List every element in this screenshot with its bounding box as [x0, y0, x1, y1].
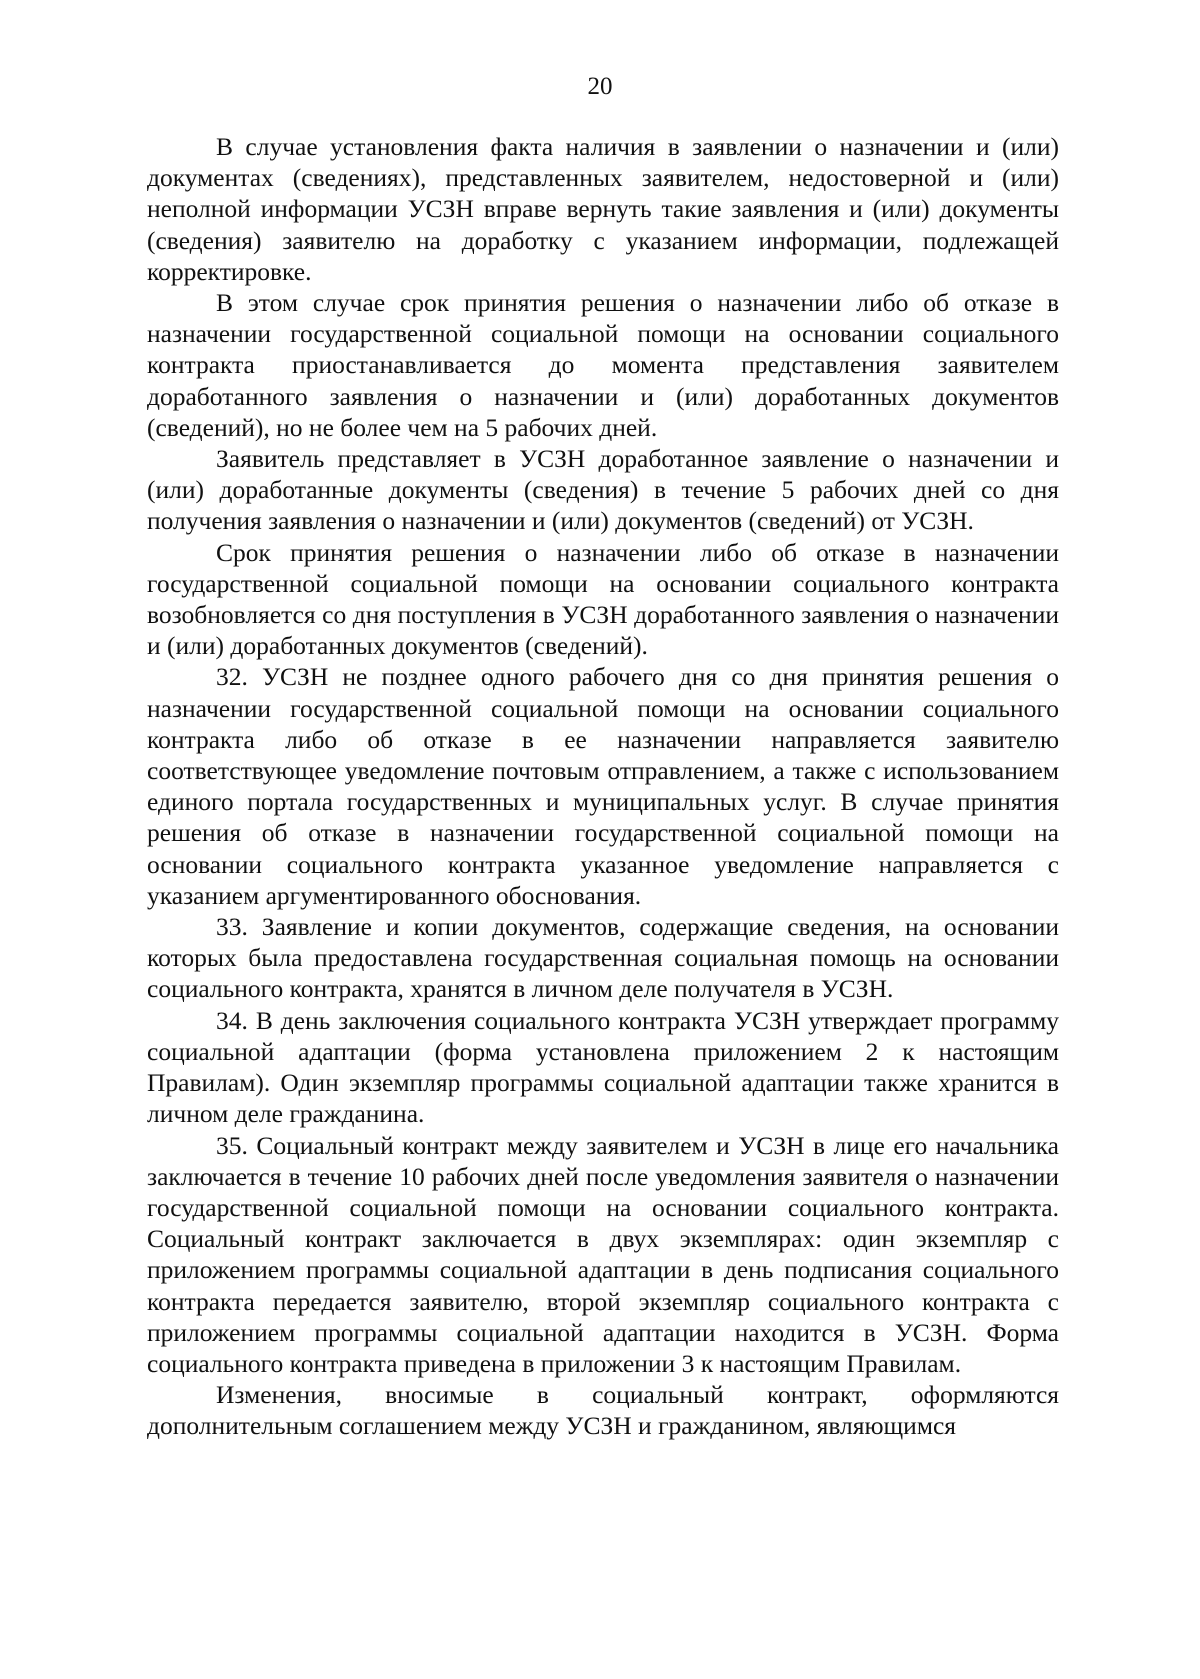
paragraph-decision-term-resumed: Срок принятия решения о назначении либо об отказе в назначении государственной социальной помощи на основании социального контракта возобновляется со дня поступления в УСЗН доработанного заявления о назначении и (или) доработанных документов (сведений). [147, 537, 1059, 661]
paragraph-decision-term-suspended: В этом случае срок принятия решения о назначении либо об отказе в назначении государственной социальной помощи на основании социального контракта приостанавливается до момента представления заявителем доработанного заявления о назначении и (или) доработанных документов (сведений), но не более чем на 5 рабочих дней. [147, 288, 1059, 442]
paragraph-clause-32: 32. УСЗН не позднее одного рабочего дня со дня принятия решения о назначении государственной социальной помощи на основании социального контракта либо об отказе в ее назначении направляется заявителю соответствующее уведомление почтовым отправлением, а также с использованием единого портала государственных и муниципальных услуг. В случае принятия решения об отказе в назначении государственной социальной помощи на основании социального контракта указанное уведомление направляется с указанием аргументированного обоснования. [147, 662, 1059, 910]
paragraph-return-for-revision: В случае установления факта наличия в заявлении о назначении и (или) документах (сведениях), представленных заявителем, недостоверной и (или) неполной информации УСЗН вправе вернуть такие заявления и (или) документы (сведения) заявителю на доработку с указанием информации, подлежащей корректировке. [147, 132, 1059, 286]
paragraph-contract-amendments: Изменения, вносимые в социальный контракт, оформляются дополнительным соглашением между УСЗН и гражданином, являющимся [147, 1380, 1059, 1441]
paragraph-clause-34: 34. В день заключения социального контракта УСЗН утверждает программу социальной адаптации (форма установлена приложением 2 к настоящим Правилам). Один экземпляр программы социальной адаптации также хранится в личном деле гражданина. [147, 1005, 1059, 1129]
page-number: 20 [587, 73, 613, 100]
paragraph-clause-35: 35. Социальный контракт между заявителем и УСЗН в лице его начальника заключается в течение 10 рабочих дней после уведомления заявителя о назначении государственной социальной помощи на основании социального контракта. Социальный контракт заключается в двух экземплярах: один экземпляр с приложением программы социальной адаптации в день подписания социального контракта передается заявителю, второй экземпляр социального контракта с приложением программы социальной адаптации находится в УСЗН. Форма социального контракта приведена в приложении 3 к настоящим Правилам. [147, 1130, 1059, 1378]
document-body [147, 131, 1059, 1442]
paragraph-clause-33: 33. Заявление и копии документов, содержащие сведения, на основании которых была предоставлена государственная социальная помощь на основании социального контракта, хранятся в личном деле получателя в УСЗН. [147, 912, 1059, 1004]
paragraph-applicant-submits-revision: Заявитель представляет в УСЗН доработанное заявление о назначении и (или) доработанные документы (сведения) в течение 5 рабочих дней со дня получения заявления о назначении и (или) документов (сведений) от УСЗН. [147, 444, 1059, 536]
